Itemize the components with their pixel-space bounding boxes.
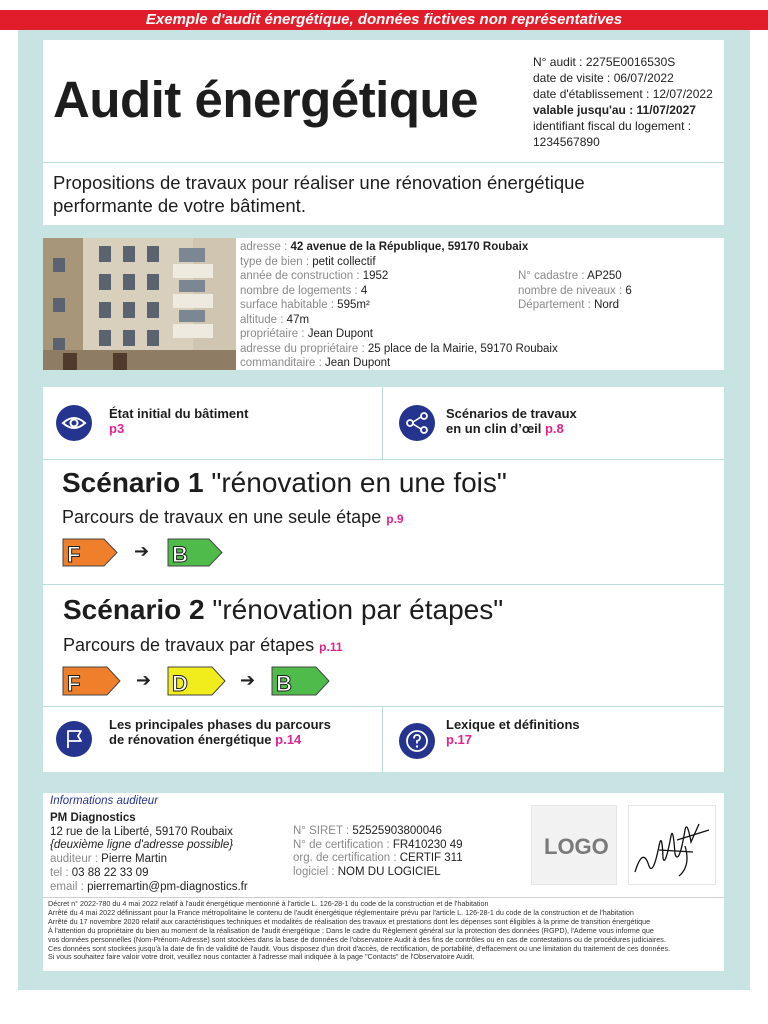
owner-info: propriétaire : Jean Dupont adresse du propriétaire : 25 place de la Mairie, 59170 Roubaix commanditaire : Jean Dupont — [240, 328, 558, 369]
company-logo: LOGO — [531, 805, 617, 885]
page-ref: p.14 — [275, 732, 302, 747]
auditor-email: pierremartin@pm-diagnostics.fr — [87, 880, 248, 893]
divider — [43, 706, 724, 707]
valid-until: valable jusqu'au : 11/07/2027 — [533, 103, 696, 117]
auditor-company-info: PM Diagnostics 12 rue de la Liberté, 59170 Roubaix {deuxième ligne d'adresse possible} auditeur : Pierre Martin tel : 03 88 22 33 09 email : pierremartin@pm-diagnostics.fr — [50, 812, 290, 894]
company-name: PM Diagnostics — [50, 812, 136, 824]
page-title: Audit énergétique — [53, 71, 479, 128]
property-type: petit collectif — [312, 255, 376, 268]
divider — [43, 584, 724, 585]
header-card — [43, 40, 724, 162]
scenario-2-subtitle: Parcours de travaux par étapes p.11 — [63, 635, 343, 655]
altitude: 47m — [286, 313, 310, 326]
housing-count: 4 — [360, 284, 368, 297]
flow-icon[interactable] — [399, 405, 435, 441]
scenario-1-title[interactable]: Scénario 1 "rénovation en une fois" — [62, 467, 507, 498]
svg-text:F: F — [67, 542, 81, 567]
legal-notice: Décret n° 2022-780 du 4 mai 2022 relatif à l'audit énergétique mentionné à l'article L. 126-28-1 du code de la construction et de l'habitation Arrêté du 4 mai 2022 définissant pour la France métropolitaine le contenu de l'audit énergétique réglementaire prévu par l'article L. 126-28-1 du code de la construction et de l'habitation Arrêté du 17 novembre 2020 relatif aux caractéristiques techniques et modalités de réalisation des travaux et prestations dont les dépenses sont éligibles à la prime de transition énergétique À l'attention du propriétaire du bien au moment de la réalisation de l'audit énergétique : Dans le cadre du Règlement général sur la protection des données (RGPD), l'Ademe vous informe que vos données personnelles (Nom-Prénom-Adresse) sont stockées dans la base de données de l'observatoire Audit à des fins de contrôles ou en cas de contestations ou de procédures judiciaires. Ces données sont stockées jusqu'à la date de fin de validité de l'audit. Vous disposez d'un droit d'accès, de rectification, de portabilité, d'effacement ou une limitation du traitement de ces données. Si vous souhaitez faire valoir votre droit, veuillez nous contacter à l'adresse mail indiquée à la page "Contacts" de l'Observatoire Audit. — [48, 899, 671, 962]
construction-year: 1952 — [362, 270, 389, 282]
company-address-2: {deuxième ligne d'adresse possible} — [50, 839, 234, 852]
property-info: adresse : 42 avenue de la République, 59170 Roubaix type de bien : petit collectif année de construction : 1952 nombre de logements : 4 surface habitable : 595m² altitude : 47m — [240, 241, 529, 326]
divider — [382, 387, 383, 459]
svg-text:B: B — [172, 542, 188, 567]
company-address: 12 rue de la Liberté, 59170 Roubaix — [50, 825, 233, 838]
link-renovation-phases[interactable]: Les principales phases du parcours de rénovation énergétique p.14 — [109, 717, 331, 747]
auditor-section-title: Informations auditeur — [50, 795, 159, 807]
page-ref: p.9 — [386, 512, 404, 526]
subtitle-card — [43, 163, 724, 225]
svg-text:B: B — [276, 671, 292, 696]
summary-card — [43, 387, 724, 772]
establish-date: date d'établissement : 12/07/2022 — [533, 87, 713, 101]
certification-org: CERTIF 311 — [399, 852, 463, 865]
svg-text:D: D — [172, 671, 188, 696]
page-ref: p.8 — [544, 421, 564, 436]
link-lexicon[interactable]: Lexique et définitions p.17 — [446, 717, 580, 747]
arrow-icon: ➔ — [134, 541, 150, 561]
sponsor-name: Jean Dupont — [325, 357, 391, 369]
energy-label-f — [62, 538, 118, 568]
eye-icon[interactable] — [56, 405, 92, 441]
subtitle-line-1: Propositions de travaux pour réaliser une rénovation énergétique — [53, 172, 585, 193]
auditor-signature — [628, 805, 716, 885]
levels-count: 6 — [625, 284, 632, 297]
divider — [382, 706, 383, 772]
auditor-cert-info: N° SIRET : 52525903800046 N° de certification : FR410230 49 org. de certification : CERTIF 311 logiciel : NOM DU LOGICIEL — [293, 825, 463, 879]
visit-date: date de visite : 06/07/2022 — [533, 71, 674, 85]
energy-label-d — [167, 666, 227, 697]
page-ref: p.11 — [319, 640, 343, 654]
subtitle-line-2: performante de votre bâtiment. — [53, 195, 306, 216]
scenario-1-subtitle: Parcours de travaux en une seule étape p.9 — [62, 507, 404, 527]
fiscal-id-label: identifiant fiscal du logement : — [533, 119, 692, 133]
auditor-card — [43, 793, 724, 971]
siret: 52525903800046 — [352, 825, 442, 837]
auditor-phone: 03 88 22 33 09 — [71, 866, 149, 879]
software-name: NOM DU LOGICIEL — [337, 866, 441, 879]
owner-name: Jean Dupont — [307, 328, 373, 340]
energy-label-f — [62, 666, 122, 697]
disclaimer-banner: Exemple d'audit énergétique, données fictives non représentatives — [0, 10, 768, 30]
subtitle — [53, 171, 585, 217]
divider — [43, 897, 724, 898]
fiscal-id: 1234567890 — [533, 135, 600, 149]
link-initial-state[interactable]: État initial du bâtiment p3 — [109, 406, 249, 436]
svg-text:F: F — [67, 671, 81, 696]
certification-number: FR410230 49 — [392, 838, 463, 851]
owner-address: 25 place de la Mairie, 59170 Roubaix — [367, 342, 558, 355]
audit-number: N° audit : 2275E0016530S — [533, 55, 676, 69]
energy-label-b — [167, 538, 223, 568]
divider — [43, 459, 724, 460]
property-info-right: N° cadastre : AP250 nombre de niveaux : 6 Département : Nord — [518, 270, 632, 311]
arrow-icon: ➔ — [136, 670, 152, 690]
scenario-2-title[interactable]: Scénario 2 "rénovation par étapes" — [63, 594, 504, 625]
page-ref: p.17 — [446, 732, 473, 747]
arrow-icon: ➔ — [240, 670, 256, 690]
cadastre-number: AP250 — [587, 270, 622, 282]
living-surface: 595m² — [337, 299, 370, 311]
property-address: 42 avenue de la République, 59170 Roubaix — [290, 241, 529, 253]
question-icon[interactable] — [399, 723, 435, 759]
department: Nord — [594, 299, 620, 311]
audit-meta — [533, 54, 713, 150]
flag-icon[interactable] — [56, 721, 92, 757]
auditor-name: Pierre Martin — [101, 853, 167, 866]
property-card — [43, 238, 724, 370]
energy-label-b — [271, 666, 331, 697]
page-ref: p3 — [109, 421, 125, 436]
building-photo — [43, 238, 236, 370]
link-scenarios[interactable]: Scénarios de travaux en un clin d’œil p.8 — [446, 406, 577, 436]
